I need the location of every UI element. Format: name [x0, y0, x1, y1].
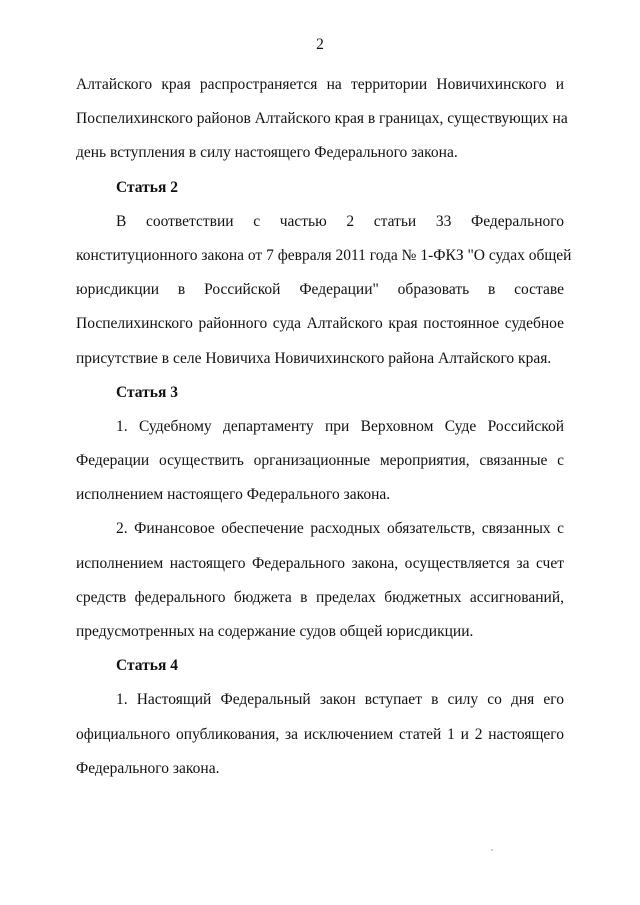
- document-body: [76, 68, 572, 786]
- text-line: 1. Настоящий Федеральный закон вступает в силу со дня его: [116, 691, 564, 709]
- text-line: Федерального закона.: [76, 759, 220, 777]
- article-4-heading: Статья 4: [116, 657, 178, 675]
- text-line: исполнением настоящего Федерального закона.: [76, 486, 391, 504]
- text-line: Поспелихинского районного суда Алтайского края постоянное судебное: [76, 315, 564, 333]
- article-2-heading: Статья 2: [116, 178, 178, 196]
- text-line: Алтайского края распространяется на территории Новичихинского и: [76, 76, 564, 93]
- text-line: средств федерального бюджета в пределах бюджетных ассигнований,: [76, 588, 564, 606]
- page-number: 2: [316, 36, 324, 53]
- text-line: Федерации осуществить организационные мероприятия, связанные с: [76, 452, 564, 470]
- text-line: предусмотренных на содержание судов общей юрисдикции.: [76, 623, 474, 640]
- text-line: исполнением настоящего Федерального закона, осуществляется за счет: [76, 554, 564, 572]
- text-line: Поспелихинского районов Алтайского края в границах, существующих на: [76, 110, 568, 128]
- text-line: день вступления в силу настоящего Федерального закона.: [76, 144, 458, 162]
- text-line: конституционного закона от 7 февраля 2011 года № 1-ФКЗ "О судах общей: [76, 246, 572, 264]
- text-line: присутствие в селе Новичиха Новичихинского района Алтайского края.: [76, 349, 552, 367]
- text-line: 1. Судебному департаменту при Верховном Суде Российской: [116, 417, 564, 435]
- text-line: официального опубликования, за исключением статей 1 и 2 настоящего: [76, 725, 564, 743]
- text-line: В соответствии с частью 2 статьи 33 Федерального: [116, 212, 564, 230]
- scan-speck: [491, 849, 493, 851]
- text-line: 2. Финансовое обеспечение расходных обязательств, связанных с: [116, 520, 564, 538]
- article-3-heading: Статья 3: [116, 383, 178, 401]
- text-line: юрисдикции в Российской Федерации" образовать в составе: [76, 281, 564, 299]
